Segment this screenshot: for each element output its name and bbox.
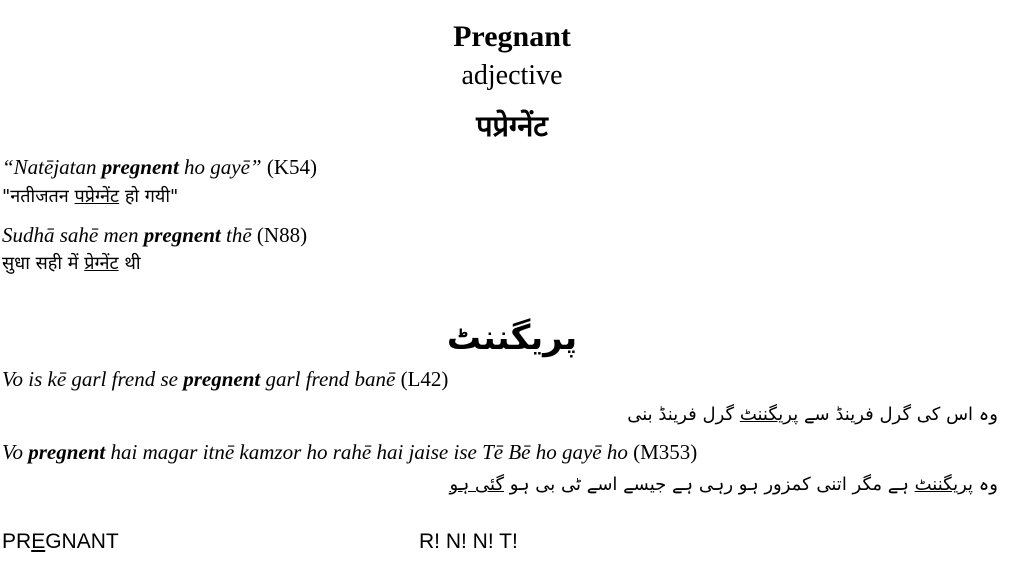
text: Sudhā sahē men <box>2 223 144 247</box>
text: "नतीजतन <box>2 186 75 207</box>
text: thē <box>220 223 252 247</box>
reference: (K54) <box>261 155 318 179</box>
text: ہے مگر اتنی کمزور ہو رہی ہے جیسے اسے ٹی بی ہو <box>504 474 915 495</box>
hindi-example-2-devanagari <box>2 251 140 275</box>
text: hai magar itnē kamzor ho rahē hai jaise ise Tē Bē ho gayē ho <box>105 440 628 464</box>
devanagari-headword: पप्रेग्नेंट <box>476 109 548 143</box>
text: garl frend banē <box>260 367 396 391</box>
underlined-keyword: प्रेग्नेंट <box>84 253 119 274</box>
urdu-example-1-transliteration <box>2 367 448 392</box>
text: Vo <box>2 440 29 464</box>
keyword: pregnent <box>183 367 261 391</box>
urdu-example-1-script <box>627 404 998 425</box>
part-of-speech: adjective <box>461 60 563 91</box>
underlined-letter: E <box>31 530 46 553</box>
keyword: pregnent <box>101 155 179 179</box>
phonetic-pattern: R! N! N! T! <box>419 530 518 553</box>
text: PR <box>2 530 32 553</box>
headword: Pregnant <box>453 20 571 53</box>
urdu-headword: پریگننٹ <box>446 318 578 358</box>
underlined-keyword: پریگننٹ <box>739 404 799 425</box>
reference: (M353) <box>627 440 698 464</box>
text: थी <box>118 253 141 274</box>
hindi-example-1-devanagari <box>2 184 178 208</box>
phonetic-word <box>2 530 119 554</box>
reference: (L42) <box>395 367 449 391</box>
underlined-phrase: گئی ہو <box>449 474 505 495</box>
underlined-keyword: पप्रेग्नेंट <box>74 186 120 207</box>
text: सुधा सही में <box>2 253 85 274</box>
text: گرل فرینڈ بنی <box>627 404 740 425</box>
text: ho gayē” <box>178 155 262 179</box>
text: हो गयी" <box>119 186 179 207</box>
text: GNANT <box>45 530 119 553</box>
hindi-example-1-transliteration <box>2 155 317 180</box>
text: وہ <box>973 474 998 495</box>
text: “Natējatan <box>2 155 102 179</box>
urdu-example-2-transliteration <box>2 440 697 465</box>
keyword: pregnent <box>143 223 221 247</box>
underlined-keyword: پریگننٹ <box>914 474 974 495</box>
urdu-example-2-script <box>449 474 998 495</box>
reference: (N88) <box>251 223 308 247</box>
keyword: pregnent <box>28 440 106 464</box>
text: وہ اس کی گرل فرینڈ سے <box>798 404 998 425</box>
hindi-example-2-transliteration <box>2 223 307 248</box>
text: Vo is kē garl frend se <box>2 367 184 391</box>
